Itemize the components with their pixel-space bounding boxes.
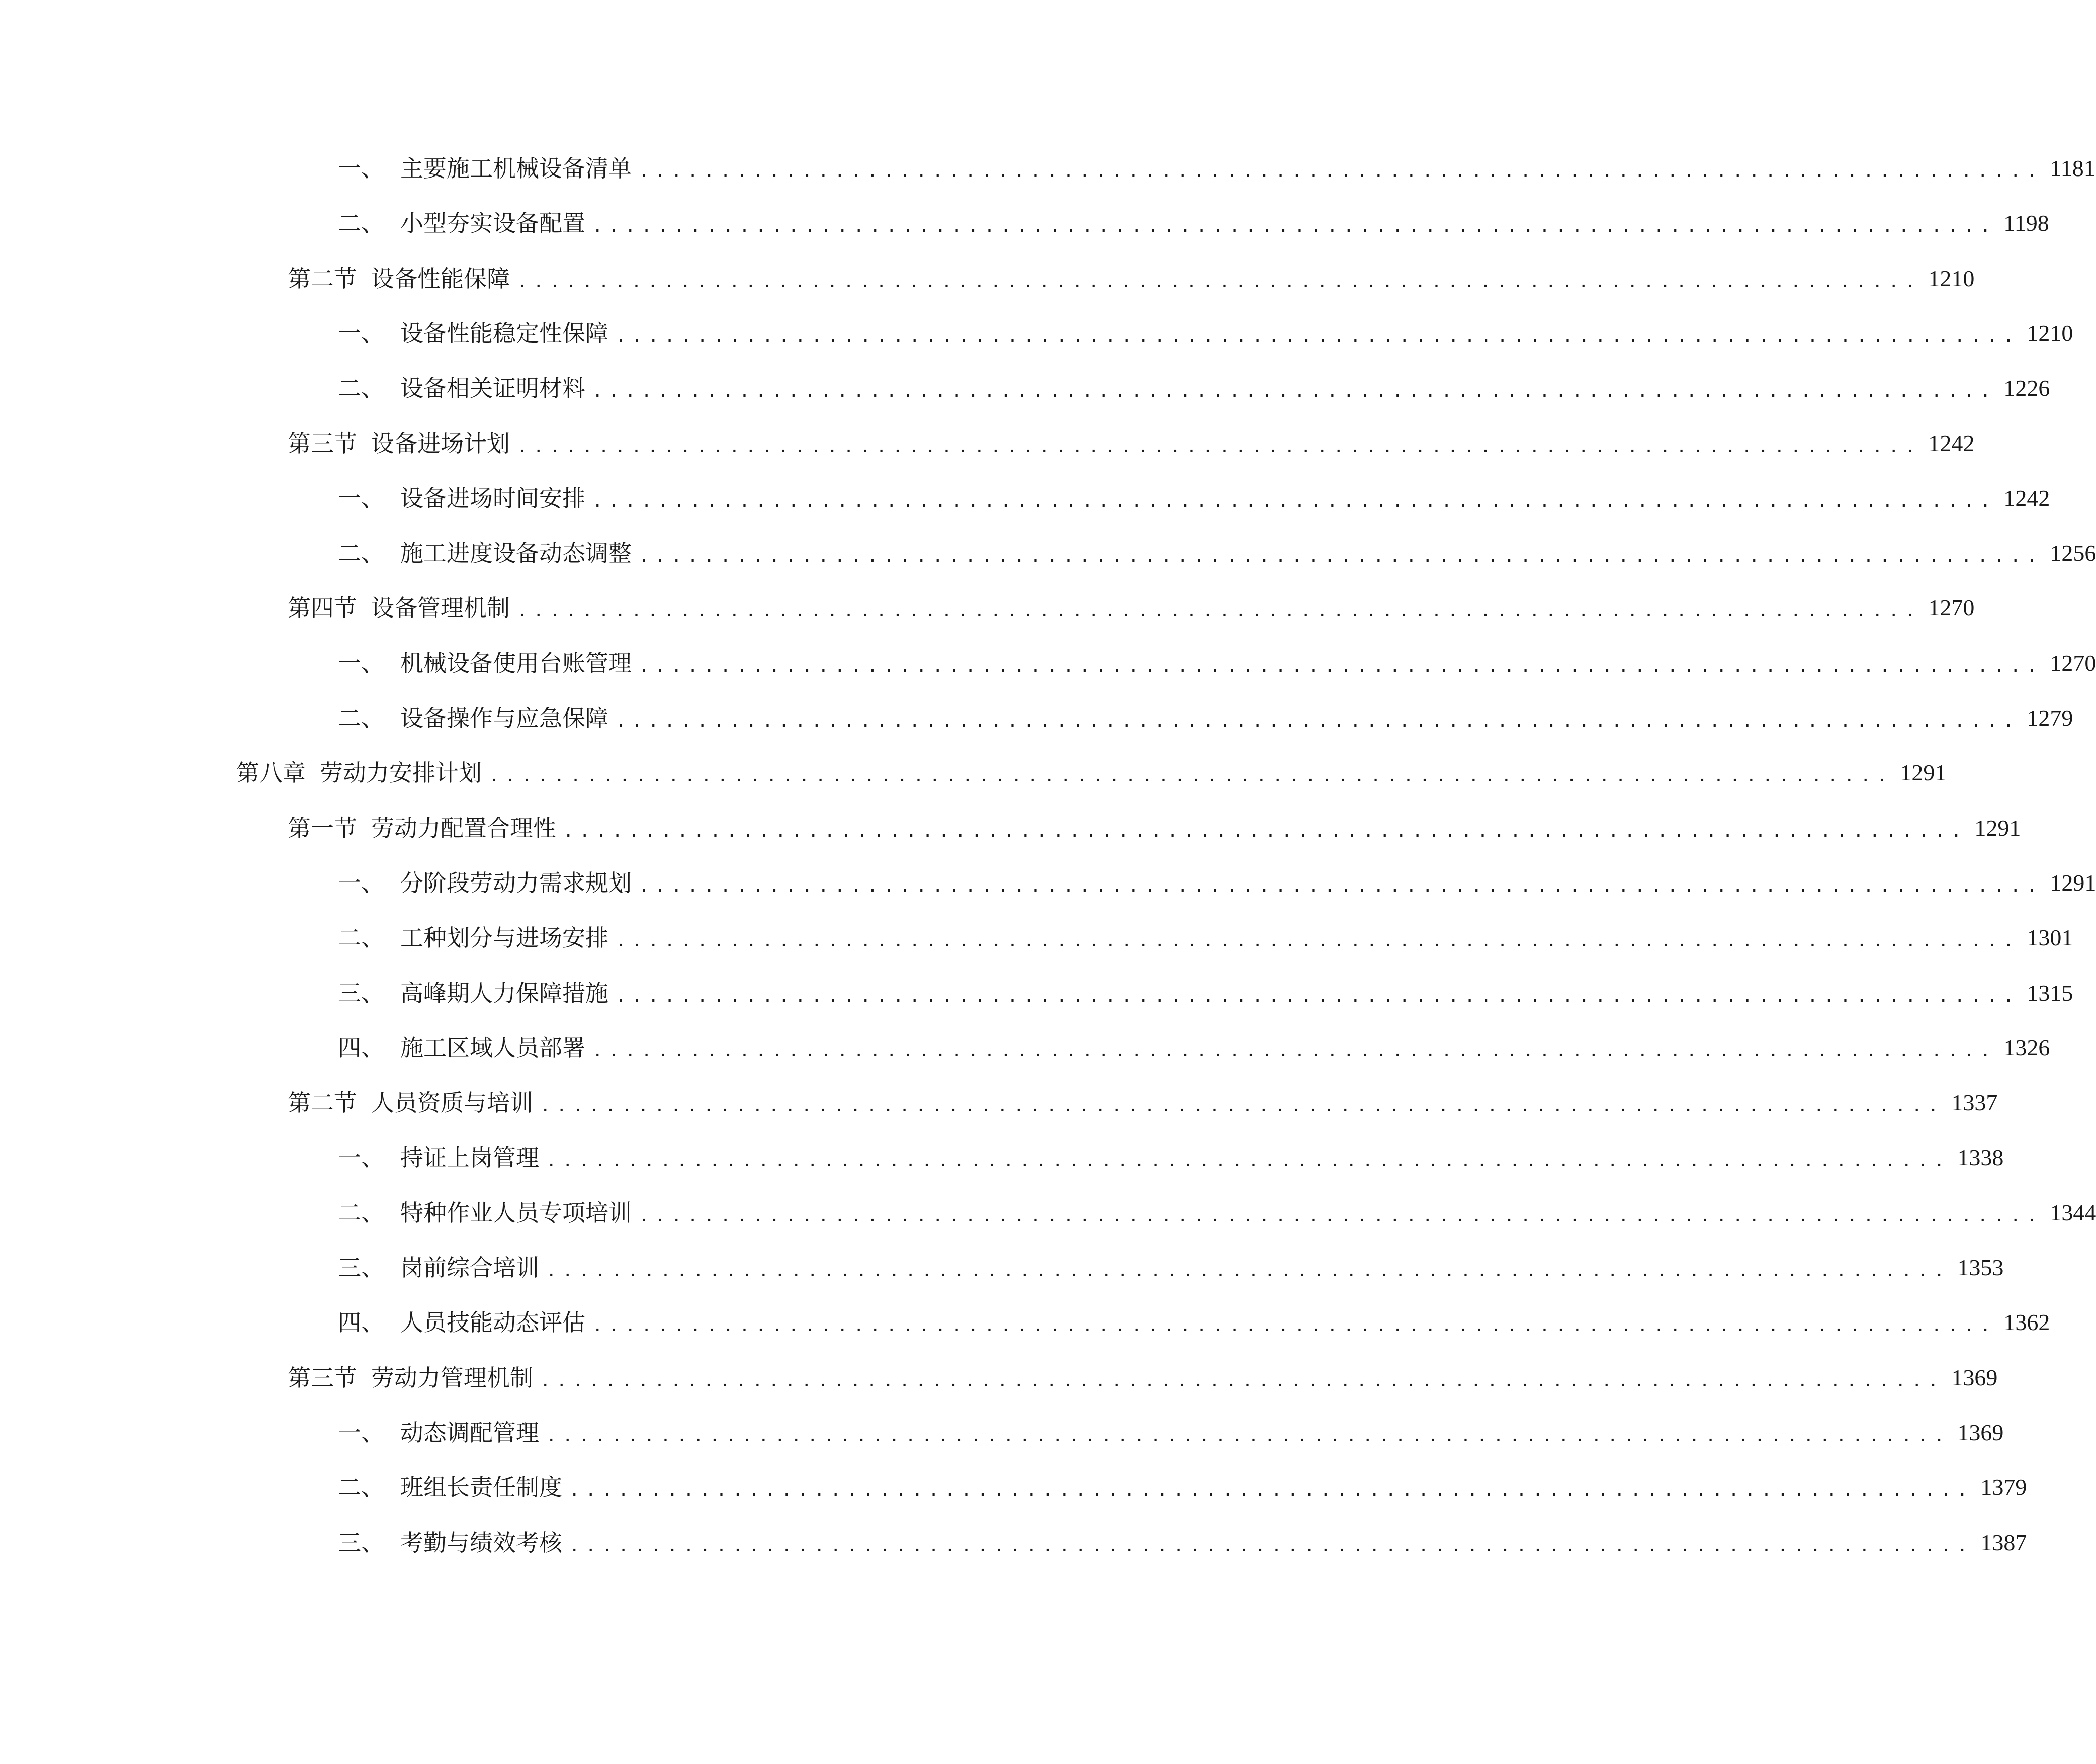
- toc-marker: 第二节: [288, 265, 357, 292]
- toc-page-number: 1315: [2027, 980, 2073, 1006]
- toc-leader: ......................................................................................: [616, 711, 2020, 731]
- toc-leader: ......................................................................................: [517, 272, 1922, 292]
- toc-page-number: 1256: [2050, 540, 2096, 566]
- toc-title: 考勤与绩效考核: [400, 1529, 562, 1556]
- toc-leader: ......................................................................................: [546, 1426, 1951, 1446]
- toc-entry[interactable]: [338, 1413, 2004, 1453]
- toc-marker: 三、: [338, 980, 384, 1007]
- toc-marker: 一、: [338, 1144, 384, 1171]
- toc-entry[interactable]: [338, 1523, 2027, 1563]
- toc-leader: ......................................................................................: [517, 436, 1922, 457]
- toc-leader: ......................................................................................: [616, 326, 2020, 346]
- toc-page-number: 1210: [1928, 266, 1975, 291]
- toc-title: 分阶段劳动力需求规划: [400, 869, 632, 897]
- toc-page-number: 1279: [2027, 705, 2073, 731]
- toc-marker: 四、: [338, 1034, 384, 1062]
- toc-page-number: 1301: [2027, 925, 2073, 950]
- toc-page-number: 1387: [1980, 1530, 2027, 1555]
- toc-title: 劳动力安排计划: [320, 759, 482, 786]
- toc-page-number: 1326: [2003, 1035, 2050, 1061]
- toc-leader: ......................................................................................: [540, 1096, 1945, 1116]
- toc-page-number: 1270: [2050, 650, 2096, 676]
- toc-marker: 三、: [338, 1529, 384, 1556]
- toc-title: 动态调配管理: [400, 1419, 539, 1446]
- toc-marker: 二、: [338, 1474, 384, 1501]
- toc-title: 劳动力配置合理性: [371, 815, 556, 842]
- toc-leader: ......................................................................................: [546, 1261, 1951, 1281]
- toc-leader: ......................................................................................: [592, 491, 1997, 511]
- toc-marker: 二、: [338, 924, 384, 951]
- toc-page-number: 1353: [1957, 1255, 2004, 1280]
- toc-page-number: 1291: [2050, 870, 2096, 896]
- toc-entry[interactable]: [338, 698, 2073, 738]
- toc-entry[interactable]: [338, 1467, 2027, 1508]
- toc-leader: ......................................................................................: [546, 1151, 1951, 1171]
- toc-marker: 第三节: [288, 1364, 357, 1391]
- toc-title: 人员技能动态评估: [400, 1309, 585, 1336]
- toc-page-number: 1291: [1900, 760, 1947, 785]
- toc-title: 设备管理机制: [371, 594, 510, 622]
- toc-marker: 四、: [338, 1309, 384, 1336]
- toc-title: 人员资质与培训: [371, 1089, 533, 1116]
- toc-title: 设备操作与应急保障: [400, 704, 608, 732]
- toc-title: 持证上岗管理: [400, 1144, 539, 1171]
- toc-page-number: 1242: [1928, 430, 1975, 456]
- toc-title: 特种作业人员专项培训: [400, 1199, 632, 1226]
- toc-leader: ......................................................................................: [592, 216, 1997, 236]
- toc-entry[interactable]: [338, 533, 2096, 573]
- toc-leader: ......................................................................................: [563, 821, 1968, 841]
- toc-leader: ......................................................................................: [569, 1536, 1974, 1556]
- toc-page-number: 1338: [1957, 1144, 2004, 1170]
- toc-title: 设备进场时间安排: [400, 485, 585, 512]
- toc-title: 施工进度设备动态调整: [400, 540, 632, 567]
- toc-page-number: 1379: [1980, 1474, 2027, 1500]
- toc-marker: 一、: [338, 485, 384, 512]
- toc-entry[interactable]: [288, 1358, 1998, 1398]
- toc-page-number: 1270: [1928, 595, 1975, 621]
- toc-marker: 一、: [338, 320, 384, 347]
- toc-page-number: 1291: [1974, 815, 2021, 841]
- toc-leader: ......................................................................................: [592, 381, 1997, 401]
- toc-leader: ......................................................................................: [639, 1206, 2043, 1226]
- toc-title: 小型夯实设备配置: [400, 210, 585, 237]
- toc-marker: 一、: [338, 1419, 384, 1446]
- toc-leader: ......................................................................................: [639, 546, 2043, 566]
- toc-leader: ......................................................................................: [489, 766, 1893, 786]
- toc-entry[interactable]: [288, 588, 1975, 628]
- toc-title: 主要施工机械设备清单: [400, 155, 632, 182]
- toc-title: 工种划分与进场安排: [400, 924, 608, 951]
- toc-entry[interactable]: [338, 148, 2095, 189]
- toc-page-number: 1198: [2003, 210, 2049, 236]
- toc-entry[interactable]: [236, 753, 1947, 793]
- toc-marker: 第一节: [288, 815, 357, 842]
- toc-marker: 二、: [338, 210, 384, 237]
- toc-leader: ......................................................................................: [517, 601, 1922, 621]
- toc-leader: ......................................................................................: [639, 876, 2043, 896]
- toc-marker: 二、: [338, 375, 384, 402]
- toc-page-number: 1210: [2027, 320, 2073, 346]
- toc-entry[interactable]: [338, 643, 2096, 683]
- toc-page-number: 1362: [2003, 1309, 2050, 1335]
- toc-marker: 第八章: [236, 759, 306, 786]
- toc-page-number: 1226: [2003, 375, 2050, 401]
- toc-title: 施工区域人员部署: [400, 1034, 585, 1062]
- toc-title: 劳动力管理机制: [371, 1364, 533, 1391]
- toc-marker: 第三节: [288, 430, 357, 457]
- toc-marker: 第四节: [288, 594, 357, 622]
- toc-page-number: 1369: [1957, 1420, 2004, 1445]
- toc-marker: 一、: [338, 650, 384, 677]
- toc-leader: ......................................................................................: [639, 656, 2043, 676]
- toc-entry[interactable]: [338, 863, 2096, 903]
- toc-leader: ......................................................................................: [540, 1371, 1945, 1391]
- toc-title: 设备性能保障: [371, 265, 510, 292]
- toc-leader: ......................................................................................: [616, 931, 2020, 951]
- toc-title: 班组长责任制度: [400, 1474, 562, 1501]
- toc-entry[interactable]: [338, 1028, 2050, 1068]
- toc-entry[interactable]: [288, 808, 2021, 848]
- toc-title: 机械设备使用台账管理: [400, 650, 632, 677]
- toc-marker: 二、: [338, 704, 384, 732]
- toc-marker: 一、: [338, 869, 384, 897]
- toc-page-number: 1337: [1951, 1090, 1998, 1115]
- toc-page-number: 1369: [1951, 1365, 1998, 1390]
- toc-leader: ......................................................................................: [569, 1480, 1974, 1501]
- toc-marker: 第二节: [288, 1089, 357, 1116]
- toc-marker: 三、: [338, 1254, 384, 1281]
- toc-entry[interactable]: [288, 1083, 1998, 1123]
- toc-entry[interactable]: [338, 1248, 2004, 1288]
- toc-page-number: 1344: [2050, 1200, 2096, 1225]
- toc-entry[interactable]: [338, 1137, 2004, 1178]
- toc-entry[interactable]: [338, 478, 2050, 518]
- toc-entry[interactable]: [338, 1302, 2050, 1343]
- toc-leader: ......................................................................................: [592, 1041, 1997, 1061]
- toc-title: 高峰期人力保障措施: [400, 980, 608, 1007]
- toc-marker: 二、: [338, 1199, 384, 1226]
- toc-entry[interactable]: [338, 313, 2073, 354]
- toc-entry[interactable]: [338, 918, 2073, 958]
- toc-title: 设备性能稳定性保障: [400, 320, 608, 347]
- toc-leader: ......................................................................................: [639, 161, 2043, 182]
- toc-entry[interactable]: [288, 423, 1975, 464]
- toc-entry[interactable]: [338, 203, 2049, 243]
- toc-title: 岗前综合培训: [400, 1254, 539, 1281]
- toc-marker: 一、: [338, 155, 384, 182]
- toc-entry[interactable]: [338, 1193, 2096, 1233]
- toc-page-number: 1242: [2003, 485, 2050, 511]
- toc-entry[interactable]: [338, 973, 2073, 1013]
- toc-leader: ......................................................................................: [616, 986, 2020, 1006]
- toc-entry[interactable]: [288, 258, 1975, 299]
- toc-title: 设备相关证明材料: [400, 375, 585, 402]
- toc-entry[interactable]: [338, 368, 2050, 408]
- toc-title: 设备进场计划: [371, 430, 510, 457]
- toc-page-number: 1181: [2050, 155, 2095, 181]
- toc-marker: 二、: [338, 540, 384, 567]
- toc-leader: ......................................................................................: [592, 1315, 1997, 1336]
